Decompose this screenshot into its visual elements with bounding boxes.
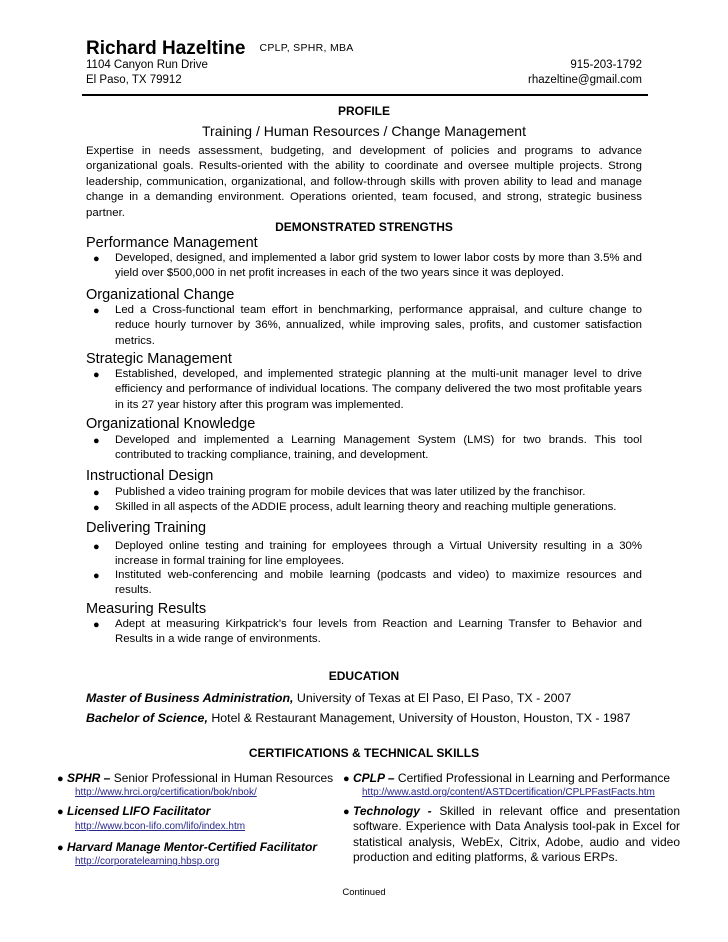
bullet-dot: ● <box>93 487 100 499</box>
sphr-link[interactable]: http://www.hrci.org/certification/bok/nbok/ <box>75 787 257 798</box>
continued-note: Continued <box>342 887 386 898</box>
bullet-dot: ● <box>343 806 350 818</box>
header-divider <box>82 94 648 96</box>
cplp-link[interactable]: http://www.astd.org/content/ASTDcertification/CPLPFastFacts.htm <box>362 787 655 798</box>
degree-detail: Hotel & Restaurant Management, University of Houston, Houston, TX - 1987 <box>207 711 631 725</box>
phone: 915-203-1792 <box>570 59 642 71</box>
degree-detail: University of Texas at El Paso, El Paso, TX - 2007 <box>293 691 572 705</box>
cert-desc: Skilled in relevant office and presentation software. Experience with Data Analysis tool-pak in Excel for statistical analysis, WebEx, Citrix, Adobe, audio and video production and editing platforms, & various ERPs. <box>353 804 680 865</box>
bullet-text: Skilled in all aspects of the ADDIE process, adult learning theory and reaching multiple generations. <box>115 501 617 513</box>
bullet-dot: ● <box>93 253 100 265</box>
bullet-text: Published a video training program for mobile devices that was later utilized by the franchisor. <box>115 486 586 498</box>
bullet-text: Established, developed, and implemented strategic planning at the multi-unit manager level to drive efficiency and performance of individual locations. The company delivered the two most profitable years in its 27 year history after this program was implemented. <box>115 368 642 411</box>
lifo-link[interactable]: http://www.bcon-lifo.com/lifo/index.htm <box>75 821 246 832</box>
bullet-text: Developed, designed, and implemented a labor grid system to lower labor costs by more than 3.5% and yield over $500,000 in net profit increases in each of the two years since it was deployed. <box>115 252 642 280</box>
heading-organizational-knowledge: Organizational Knowledge <box>86 416 256 432</box>
address-line-1: 1104 Canyon Run Drive <box>86 59 208 71</box>
cert-sphr <box>67 771 333 785</box>
email: rhazeltine@gmail.com <box>528 74 642 86</box>
profile-subtitle: Training / Human Resources / Change Management <box>202 123 526 139</box>
degree: Bachelor of Science, <box>86 711 208 725</box>
profile-title: PROFILE <box>337 104 390 118</box>
degree: Master of Business Administration, <box>86 691 294 705</box>
heading-strategic-management: Strategic Management <box>86 351 232 367</box>
cert-lifo <box>67 804 210 818</box>
heading-delivering-training: Delivering Training <box>86 520 207 536</box>
cert-technology <box>353 804 680 866</box>
cert-desc: Senior Professional in Human Resources <box>110 771 334 785</box>
credentials: CPLP, SPHR, MBA <box>259 42 354 54</box>
bullet-dot: ● <box>57 806 64 818</box>
education-item-bs <box>86 711 631 725</box>
heading-measuring-results: Measuring Results <box>86 601 207 617</box>
name-text: Richard Hazeltine <box>86 38 246 59</box>
strengths-title: DEMONSTRATED STRENGTHS <box>275 220 453 234</box>
cert-harvard <box>67 840 317 854</box>
cert-abbr: SPHR – <box>67 771 111 785</box>
bullet-dot: ● <box>93 369 100 381</box>
bullet-dot: ● <box>93 619 100 631</box>
cert-abbr: Technology - <box>353 804 432 818</box>
heading-instructional-design: Instructional Design <box>86 468 214 484</box>
bullet-dot: ● <box>93 541 100 553</box>
bullet-dot: ● <box>57 842 64 854</box>
harvard-link[interactable]: http://corporatelearning.hbsp.org <box>75 856 220 867</box>
bullet-dot: ● <box>93 570 100 582</box>
cert-desc: Certified Professional in Learning and Performance <box>394 771 671 785</box>
education-title: EDUCATION <box>328 669 400 683</box>
address-line-2: El Paso, TX 79912 <box>86 74 182 86</box>
bullet-dot: ● <box>93 502 100 514</box>
bullet-dot: ● <box>93 305 100 317</box>
bullet-text: Developed and implemented a Learning Management System (LMS) for two brands. This tool contributed to tracking compliance, training, and development. <box>115 434 642 462</box>
profile-text: Expertise in needs assessment, budgeting, and development of policies and programs to advance organizational goals. Results-oriented with the ability to coordinate and oversee multiple projects. Strong leadership, communication, organizational, and follow-through skills with proven ability to lead and manage change in a demanding environment. Operations oriented, team focused, and strong, strategic business partner. <box>86 145 642 219</box>
heading-organizational-change: Organizational Change <box>86 287 235 303</box>
bullet-dot: ● <box>93 435 100 447</box>
bullet-text: Instituted web-conferencing and mobile learning (podcasts and video) to maximize resources and results. <box>115 569 642 597</box>
cert-abbr: Licensed LIFO Facilitator <box>67 804 211 818</box>
bullet-dot: ● <box>343 773 350 785</box>
resume-name <box>86 38 354 60</box>
bullet-text: Deployed online testing and training for employees through a Virtual University resulting in a 30% increase in formal training for line employees. <box>115 540 642 568</box>
bullet-text: Led a Cross-functional team effort in benchmarking, performance appraisal, and culture change to reduce hourly turnover by 36%, annualized, while improving sales, profits, and customer satisfaction metrics. <box>115 304 642 347</box>
education-item-mba <box>86 691 571 705</box>
bullet-text: Adept at measuring Kirkpatrick’s four levels from Reaction and Learning Transfer to Behavior and Results in a wide range of environments. <box>115 618 642 646</box>
cert-cplp <box>353 771 670 785</box>
cert-abbr: Harvard Manage Mentor-Certified Facilitator <box>67 840 318 854</box>
heading-performance-management: Performance Management <box>86 235 258 251</box>
cert-abbr: CPLP – <box>353 771 395 785</box>
bullet-dot: ● <box>57 773 64 785</box>
certifications-title: CERTIFICATIONS & TECHNICAL SKILLS <box>248 746 480 760</box>
